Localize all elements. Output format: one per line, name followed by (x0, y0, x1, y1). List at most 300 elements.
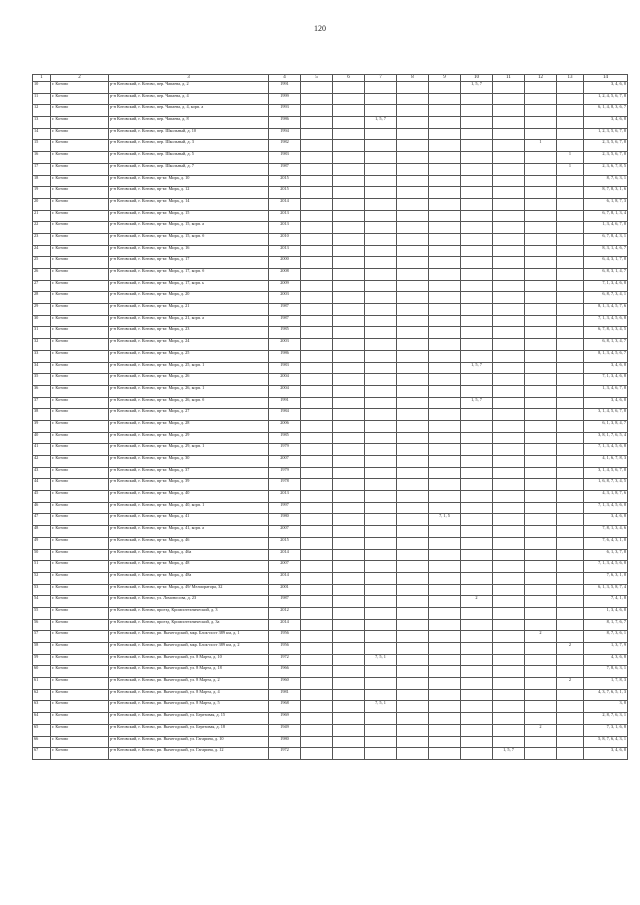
year-built-cell: 1982 (269, 140, 301, 152)
col14-cell: 6, 8, 3, 1, 4, 7 (584, 269, 628, 281)
col7-cell (365, 128, 397, 140)
empty-cell-6 (333, 105, 365, 117)
address-cell: р-н Котовский, г. Котово, пер. Школьный, д. 7 (109, 163, 269, 175)
col12-cell (525, 491, 557, 503)
empty-cell-5 (301, 432, 333, 444)
col12-cell (525, 350, 557, 362)
col9-cell (429, 654, 461, 666)
col9-cell (429, 572, 461, 584)
year-built-cell: 1969 (269, 713, 301, 725)
address-cell: р-н Котовский, г. Котово, пр-кт. Мира, д. 17 (109, 257, 269, 269)
locality-cell: г. Котово (51, 82, 109, 94)
col12-cell (525, 374, 557, 386)
col9-cell (429, 339, 461, 351)
row-number-cell: 19 (33, 187, 51, 199)
col14-cell: 3, 4, 6, 8 (584, 362, 628, 374)
empty-cell-6 (333, 397, 365, 409)
col10-cell (461, 748, 493, 760)
empty-cell-5 (301, 526, 333, 538)
col7-cell: 1, 5, 7 (365, 117, 397, 129)
col12-cell (525, 526, 557, 538)
empty-cell-8 (397, 304, 429, 316)
row-number-cell: 20 (33, 198, 51, 210)
year-built-cell: 1949 (269, 724, 301, 736)
table-row (33, 654, 628, 666)
col14-cell: 7, 4, 1, 8 (584, 596, 628, 608)
row-number-cell: 46 (33, 502, 51, 514)
row-number-cell: 61 (33, 678, 51, 690)
table-row (33, 128, 628, 140)
year-built-cell: 1987 (269, 163, 301, 175)
year-built-cell: 2009 (269, 280, 301, 292)
empty-cell-6 (333, 456, 365, 468)
col7-cell (365, 467, 397, 479)
col10-cell (461, 175, 493, 187)
address-cell: р-н Котовский, г. Котово, пер. Чапаева, д. 4, корп. а (109, 105, 269, 117)
col7-cell (365, 631, 397, 643)
empty-cell-6 (333, 689, 365, 701)
col10-cell (461, 420, 493, 432)
col7-cell (365, 257, 397, 269)
col9-cell (429, 233, 461, 245)
col7-cell (365, 82, 397, 94)
col14-cell: 7, 6, 3, 1, 8 (584, 572, 628, 584)
column-header: 14 (584, 75, 628, 82)
col14-cell: 7, 6, 4, 3, 1, 8 (584, 537, 628, 549)
address-cell: р-н Котовский, г. Котово, пр-кт. Мира, д. 21 (109, 304, 269, 316)
empty-cell-8 (397, 117, 429, 129)
row-number-cell: 63 (33, 701, 51, 713)
col12-cell (525, 666, 557, 678)
col9-cell (429, 327, 461, 339)
year-built-cell: 1960 (269, 678, 301, 690)
empty-cell-6 (333, 713, 365, 725)
empty-cell-5 (301, 584, 333, 596)
col13-cell (557, 397, 584, 409)
col13-cell (557, 491, 584, 503)
row-number-cell: 29 (33, 304, 51, 316)
col14-cell: 6, 8, 7, 3, 4, 1 (584, 292, 628, 304)
col7-cell (365, 233, 397, 245)
col13-cell (557, 327, 584, 339)
col13-cell: 2 (557, 643, 584, 655)
col14-cell: 1, 3, 4, 6, 7, 8 (584, 222, 628, 234)
locality-cell: г. Котово (51, 409, 109, 421)
table-row (33, 339, 628, 351)
col10-cell (461, 736, 493, 748)
col10-cell (461, 140, 493, 152)
address-cell: р-н Котовский, г. Котово, рп. Вычегодский, мкр. Блок-пост 389 км, д. 1 (109, 631, 269, 643)
year-built-cell: 1987 (269, 315, 301, 327)
col10-cell (461, 327, 493, 339)
row-number-cell: 13 (33, 117, 51, 129)
locality-cell: г. Котово (51, 140, 109, 152)
empty-cell-5 (301, 689, 333, 701)
column-header: 5 (301, 75, 333, 82)
table-row (33, 93, 628, 105)
col14-cell: 7, 3, 1, 6, 8 (584, 724, 628, 736)
col13-cell (557, 117, 584, 129)
col11-cell (493, 678, 525, 690)
col9-cell (429, 643, 461, 655)
year-built-cell: 1983 (269, 362, 301, 374)
locality-cell: г. Котово (51, 339, 109, 351)
col10-cell (461, 514, 493, 526)
col14-cell: 6, 1, 4, 8, 3, 6, 7 (584, 105, 628, 117)
col10-cell: 1, 5, 7 (461, 397, 493, 409)
col12-cell (525, 584, 557, 596)
col9-cell (429, 163, 461, 175)
table-row (33, 572, 628, 584)
empty-cell-5 (301, 280, 333, 292)
table-row (33, 222, 628, 234)
empty-cell-8 (397, 198, 429, 210)
col9-cell (429, 491, 461, 503)
empty-cell-5 (301, 152, 333, 164)
empty-cell-8 (397, 432, 429, 444)
row-number-cell: 50 (33, 549, 51, 561)
empty-cell-6 (333, 198, 365, 210)
empty-cell-5 (301, 572, 333, 584)
table-row (33, 701, 628, 713)
col10-cell: 1, 5, 7 (461, 82, 493, 94)
table-row (33, 678, 628, 690)
col11-cell (493, 654, 525, 666)
col7-cell (365, 350, 397, 362)
col9-cell (429, 152, 461, 164)
col9-cell (429, 350, 461, 362)
col7-cell (365, 491, 397, 503)
col10-cell (461, 257, 493, 269)
empty-cell-5 (301, 724, 333, 736)
empty-cell-6 (333, 467, 365, 479)
col11-cell (493, 561, 525, 573)
col14-cell: 1, 3, 7, 9 (584, 643, 628, 655)
col11-cell (493, 666, 525, 678)
col9-cell: 7, 1, 5 (429, 514, 461, 526)
empty-cell-6 (333, 269, 365, 281)
col13-cell (557, 198, 584, 210)
year-built-cell: 1987 (269, 304, 301, 316)
col11-cell (493, 350, 525, 362)
col7-cell (365, 748, 397, 760)
col7-cell (365, 561, 397, 573)
row-number-cell: 45 (33, 491, 51, 503)
col12-cell: 2 (525, 631, 557, 643)
address-cell: р-н Котовский, г. Котово, пр-кт. Мира, д. 12 (109, 187, 269, 199)
col10-cell (461, 315, 493, 327)
table-row (33, 304, 628, 316)
empty-cell-6 (333, 596, 365, 608)
col13-cell (557, 432, 584, 444)
year-built-cell: 2001 (269, 584, 301, 596)
row-number-cell: 31 (33, 327, 51, 339)
col13-cell (557, 572, 584, 584)
col14-cell: 7, 1, 3, 4, 6, 8 (584, 374, 628, 386)
locality-cell: г. Котово (51, 397, 109, 409)
col13-cell (557, 245, 584, 257)
col13-cell (557, 315, 584, 327)
col9-cell (429, 82, 461, 94)
empty-cell-8 (397, 128, 429, 140)
col12-cell (525, 456, 557, 468)
col7-cell (365, 666, 397, 678)
table-row (33, 479, 628, 491)
col9-cell (429, 292, 461, 304)
empty-cell-6 (333, 678, 365, 690)
col7-cell (365, 198, 397, 210)
empty-cell-8 (397, 152, 429, 164)
col13-cell (557, 514, 584, 526)
col11-cell (493, 93, 525, 105)
col9-cell (429, 479, 461, 491)
empty-cell-8 (397, 105, 429, 117)
year-built-cell: 2013 (269, 245, 301, 257)
col12-cell (525, 292, 557, 304)
col7-cell (365, 584, 397, 596)
col13-cell (557, 596, 584, 608)
col11-cell (493, 339, 525, 351)
year-built-cell: 2007 (269, 456, 301, 468)
empty-cell-6 (333, 128, 365, 140)
col7-cell (365, 385, 397, 397)
address-cell: р-н Котовский, г. Котово, пр-кт. Мира, д. 17, корп. б (109, 269, 269, 281)
col14-cell: 8, 7, 8, 3, 1, 6 (584, 187, 628, 199)
table-row (33, 537, 628, 549)
address-cell: р-н Котовский, г. Котово, пер. Школьный, д. 5 (109, 152, 269, 164)
col10-cell (461, 491, 493, 503)
col12-cell (525, 315, 557, 327)
empty-cell-5 (301, 456, 333, 468)
col10-cell (461, 187, 493, 199)
col11-cell (493, 362, 525, 374)
col11-cell (493, 572, 525, 584)
address-cell: р-н Котовский, г. Котово, пр-кт. Мира, д. 30 (109, 456, 269, 468)
empty-cell-8 (397, 572, 429, 584)
col12-cell (525, 549, 557, 561)
empty-cell-8 (397, 502, 429, 514)
locality-cell: г. Котово (51, 93, 109, 105)
row-number-cell: 30 (33, 315, 51, 327)
empty-cell-5 (301, 117, 333, 129)
empty-cell-8 (397, 327, 429, 339)
empty-cell-8 (397, 210, 429, 222)
locality-cell: г. Котово (51, 128, 109, 140)
column-header: 10 (461, 75, 493, 82)
empty-cell-6 (333, 736, 365, 748)
col12-cell (525, 269, 557, 281)
empty-cell-8 (397, 479, 429, 491)
locality-cell: г. Котово (51, 105, 109, 117)
col9-cell (429, 444, 461, 456)
year-built-cell: 1972 (269, 748, 301, 760)
page-number: 120 (314, 24, 326, 33)
locality-cell: г. Котово (51, 537, 109, 549)
col10-cell (461, 607, 493, 619)
col10-cell (461, 724, 493, 736)
col9-cell (429, 631, 461, 643)
empty-cell-5 (301, 175, 333, 187)
col14-cell: 3, 4, 6, 8 (584, 514, 628, 526)
empty-cell-5 (301, 269, 333, 281)
empty-cell-6 (333, 374, 365, 386)
empty-cell-8 (397, 385, 429, 397)
col7-cell (365, 432, 397, 444)
col7-cell (365, 607, 397, 619)
col14-cell: 7, 1, 3, 4, 5, 6, 8 (584, 444, 628, 456)
col11-cell (493, 701, 525, 713)
empty-cell-8 (397, 140, 429, 152)
empty-cell-8 (397, 619, 429, 631)
year-built-cell: 1985 (269, 327, 301, 339)
col11-cell (493, 689, 525, 701)
col14-cell: 6, 7, 8, 4, 3, 1 (584, 233, 628, 245)
col9-cell (429, 678, 461, 690)
col14-cell: 7, 1, 3, 4, 5, 6, 8 (584, 502, 628, 514)
row-number-cell: 37 (33, 397, 51, 409)
col7-cell (365, 444, 397, 456)
col13-cell: 1 (557, 152, 584, 164)
col14-cell: 8, 7, 3, 6, 1 (584, 631, 628, 643)
empty-cell-8 (397, 724, 429, 736)
address-cell: р-н Котовский, г. Котово, пр-кт. Мира, д. 16 (109, 245, 269, 257)
col9-cell (429, 175, 461, 187)
table-row (33, 596, 628, 608)
locality-cell: г. Котово (51, 502, 109, 514)
table-row (33, 163, 628, 175)
row-number-cell: 48 (33, 526, 51, 538)
col9-cell (429, 187, 461, 199)
col12-cell (525, 327, 557, 339)
col13-cell (557, 748, 584, 760)
year-built-cell: 2013 (269, 491, 301, 503)
col12-cell (525, 596, 557, 608)
col7-cell (365, 409, 397, 421)
locality-cell: г. Котово (51, 561, 109, 573)
empty-cell-5 (301, 420, 333, 432)
year-built-cell: 1991 (269, 397, 301, 409)
col10-cell: 1, 5, 7 (461, 362, 493, 374)
year-built-cell: 1968 (269, 701, 301, 713)
col13-cell (557, 280, 584, 292)
row-number-cell: 64 (33, 713, 51, 725)
col12-cell (525, 444, 557, 456)
col10-cell (461, 689, 493, 701)
col10-cell (461, 678, 493, 690)
empty-cell-6 (333, 409, 365, 421)
col13-cell (557, 339, 584, 351)
row-number-cell: 38 (33, 409, 51, 421)
col13-cell: 2 (557, 678, 584, 690)
empty-cell-5 (301, 82, 333, 94)
year-built-cell: 1999 (269, 93, 301, 105)
column-header: 13 (557, 75, 584, 82)
col14-cell: 7, 1, 3, 4, 6, 8 (584, 280, 628, 292)
row-number-cell: 67 (33, 748, 51, 760)
col13-cell (557, 233, 584, 245)
col11-cell (493, 269, 525, 281)
row-number-cell: 14 (33, 128, 51, 140)
empty-cell-5 (301, 327, 333, 339)
year-built-cell: 1993 (269, 105, 301, 117)
col10-cell (461, 152, 493, 164)
empty-cell-6 (333, 537, 365, 549)
col12-cell (525, 304, 557, 316)
col11-cell (493, 409, 525, 421)
col7-cell (365, 456, 397, 468)
col13-cell (557, 561, 584, 573)
table-row (33, 152, 628, 164)
col10-cell (461, 526, 493, 538)
locality-cell: г. Котово (51, 385, 109, 397)
row-number-cell: 66 (33, 736, 51, 748)
empty-cell-5 (301, 140, 333, 152)
col13-cell (557, 724, 584, 736)
address-cell: р-н Котовский, г. Котово, проезд. Кромпотехнический, д. 3 (109, 607, 269, 619)
col11-cell (493, 619, 525, 631)
empty-cell-6 (333, 187, 365, 199)
empty-cell-6 (333, 210, 365, 222)
col13-cell (557, 420, 584, 432)
col7-cell: 7, 5, 1 (365, 654, 397, 666)
year-built-cell: 1978 (269, 479, 301, 491)
col12-cell (525, 654, 557, 666)
locality-cell: г. Котово (51, 233, 109, 245)
col13-cell (557, 689, 584, 701)
year-built-cell: 2014 (269, 572, 301, 584)
empty-cell-8 (397, 584, 429, 596)
col9-cell (429, 362, 461, 374)
row-number-cell: 58 (33, 643, 51, 655)
col11-cell: 1, 5, 7 (493, 748, 525, 760)
row-number-cell: 25 (33, 257, 51, 269)
col12-cell: 1 (525, 140, 557, 152)
year-built-cell: 1979 (269, 444, 301, 456)
col9-cell (429, 420, 461, 432)
table-row (33, 233, 628, 245)
empty-cell-8 (397, 420, 429, 432)
table-row (33, 257, 628, 269)
row-number-cell: 53 (33, 584, 51, 596)
col10-cell (461, 561, 493, 573)
col13-cell (557, 537, 584, 549)
empty-cell-8 (397, 666, 429, 678)
col14-cell: 2, 3, 5, 6, 7, 8 (584, 152, 628, 164)
col12-cell (525, 385, 557, 397)
col7-cell: 7, 5, 1 (365, 701, 397, 713)
locality-cell: г. Котово (51, 163, 109, 175)
year-built-cell: 1979 (269, 467, 301, 479)
col10-cell (461, 350, 493, 362)
locality-cell: г. Котово (51, 350, 109, 362)
row-number-cell: 59 (33, 654, 51, 666)
col11-cell (493, 713, 525, 725)
address-cell: р-н Котовский, г. Котово, рп. Вычегодский, ул. 8 Марта, д. 18 (109, 666, 269, 678)
col10-cell (461, 280, 493, 292)
locality-cell: г. Котово (51, 526, 109, 538)
table-row (33, 526, 628, 538)
col11-cell (493, 502, 525, 514)
table-row (33, 280, 628, 292)
locality-cell: г. Котово (51, 724, 109, 736)
empty-cell-6 (333, 385, 365, 397)
col7-cell (365, 596, 397, 608)
col7-cell (365, 175, 397, 187)
address-cell: р-н Котовский, г. Котово, пер. Школьный, д. 3 (109, 140, 269, 152)
col14-cell: 3, 1, 4, 5, 6, 7, 8 (584, 467, 628, 479)
col9-cell (429, 526, 461, 538)
col13-cell (557, 526, 584, 538)
